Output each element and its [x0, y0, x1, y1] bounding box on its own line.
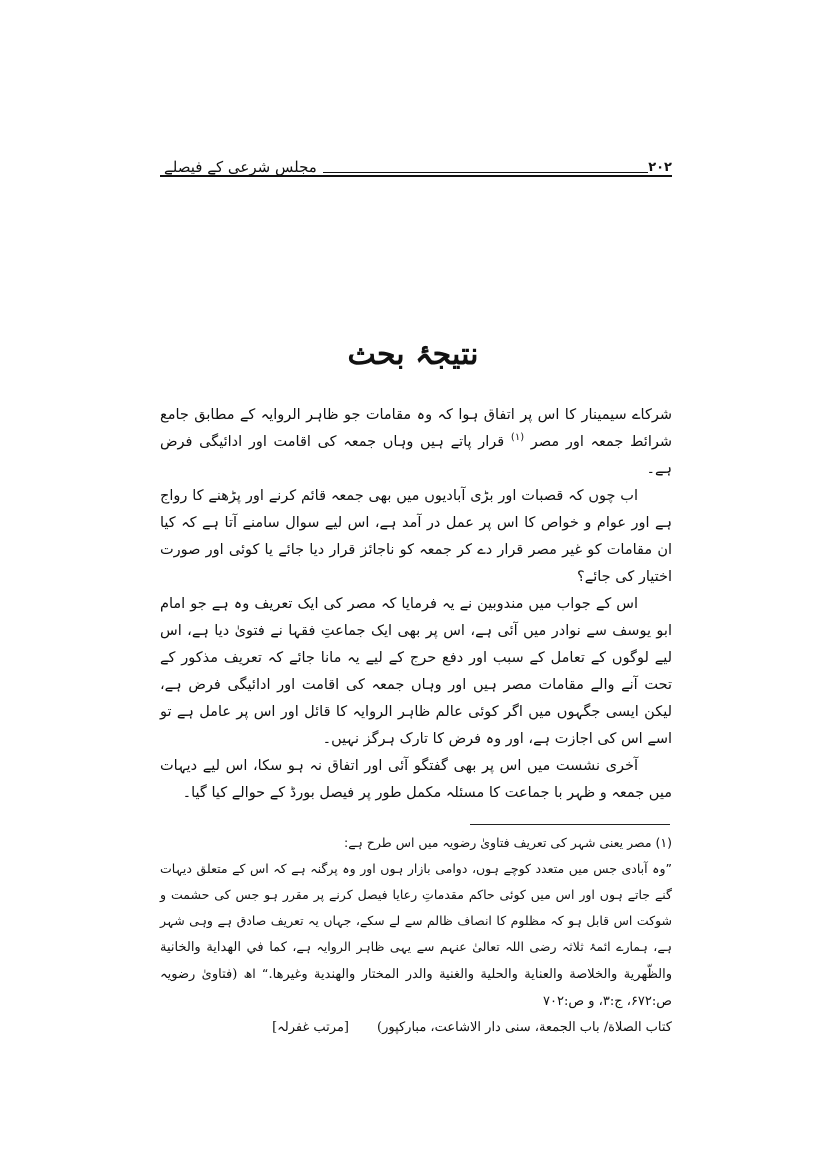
footnote-marker[interactable]: (۱) [510, 432, 525, 444]
paragraph-text: شرکاے سیمینار کا اس پر اتفاق ہوا کہ وہ مقامات جو ظاہر الروایہ کے مطابق جامع شرائط جمعہ اور مصر [160, 407, 673, 450]
paragraph-text-continued: قرار پاتے ہیں وہاں جمعہ کی اقامت اور ادائیگی فرض ہے۔ [160, 434, 672, 477]
chapter-title: نتیجۂ بحث [347, 337, 479, 372]
running-title: مجلس شرعی کے فیصلے [164, 158, 317, 176]
paragraph-2: اب چوں کہ قصبات اور بڑی آبادیوں میں بھی جمعہ قائم کرنے اور پڑھنے کا رواج ہے اور عوام و خواص کا اس پر عمل در آمد ہے، اس لیے سوال سامنے آتا ہے کہ کیا ان مقامات کو غیر مصر قرار دے کر جمعہ کو ناجائز قرار دیا جائے یا کوئی اور صورت اختیار کی جائے؟ [160, 488, 672, 585]
footnote-intro: (۱) مصر یعنی شہر کی تعریف فتاویٰ رضویہ میں اس طرح ہے: [344, 835, 672, 850]
footnote-quote-arabic: كما في الهداية والخانية والظّهرية والخلاصة والعناية والحلية والغنية والدر المختار والهندية وغيرها. [160, 940, 672, 982]
body-text [160, 402, 672, 807]
paragraph-1 [160, 402, 672, 483]
footnote-separator [470, 824, 670, 825]
paragraph-3: اس کے جواب میں مندوبین نے یہ فرمایا کہ مصر کی ایک تعریف وہ ہے جو امام ابو یوسف سے نوادر میں آئی ہے، اس پر بھی ایک جماعتِ فقہا نے فتویٰ دیا ہے، اس لیے لوگوں کے تعامل کے سبب اور دفع حرج کے لیے یہ مانا جائے کہ تعریف مذکور کے تحت آنے والے مقامات مصر ہیں اور وہاں جمعہ کی اقامت اور ادائیگی فرض ہے، لیکن ایسی جگہوں میں اگر کوئی عالم ظاہر الروایہ کا قائل اور اس پر عامل ہے تو اسے اس کی اجازت ہے، اور وہ فرض کا تارک ہرگز نہیں۔ [160, 596, 672, 747]
footnotes [160, 830, 672, 1041]
footnote-quote-close: “ اھ [243, 966, 269, 981]
header-leader-line [323, 172, 648, 173]
footnote-citation: (فتاویٰ رضویہ ص:۶۷۲، ج:۳، و ص:۷۰۲ [160, 967, 672, 1009]
footnote-quote [160, 856, 672, 1015]
paragraph-4: آخری نشست میں اس پر بھی گفتگو آئی اور اتفاق نہ ہو سکا، اس لیے دیہات میں جمعہ و ظہر با جماعت کا مسئلہ مکمل طور پر فیصل بورڈ کے حوالے کیا گیا۔ [160, 758, 672, 801]
running-header [160, 150, 672, 176]
footnote-citation-line2: كتاب الصلاة/ باب الجمعة، سنی دار الاشاعت، مبارکپور) [377, 1020, 672, 1035]
footnote-source-line [160, 1015, 672, 1041]
footnote-quote-urdu: ”وہ آبادی جس میں متعدد کوچے ہوں، دوامی بازار ہوں اور وہ پرگنہ ہے کہ اس کے متعلق دیہات گنے جاتے ہوں اور اس میں کوئی حاکم مقدماتِ رعایا فیصل کرنے پر مقرر ہو جس کی حشمت و شوکت اس قابل ہو کہ مظلوم کا انصاف ظالم سے لے سکے، جہاں یہ تعریف صادق ہے وہی شہر ہے، ہمارے ائمۂ ثلاثہ رضی اللہ تعالیٰ عنہم سے یہی ظاہر الروایہ ہے، [160, 861, 672, 954]
page-number: ۲۰۲ [648, 160, 672, 175]
footnote-attribution: [مرتب غفرلہ] [272, 1020, 349, 1035]
header-rule [160, 175, 672, 177]
